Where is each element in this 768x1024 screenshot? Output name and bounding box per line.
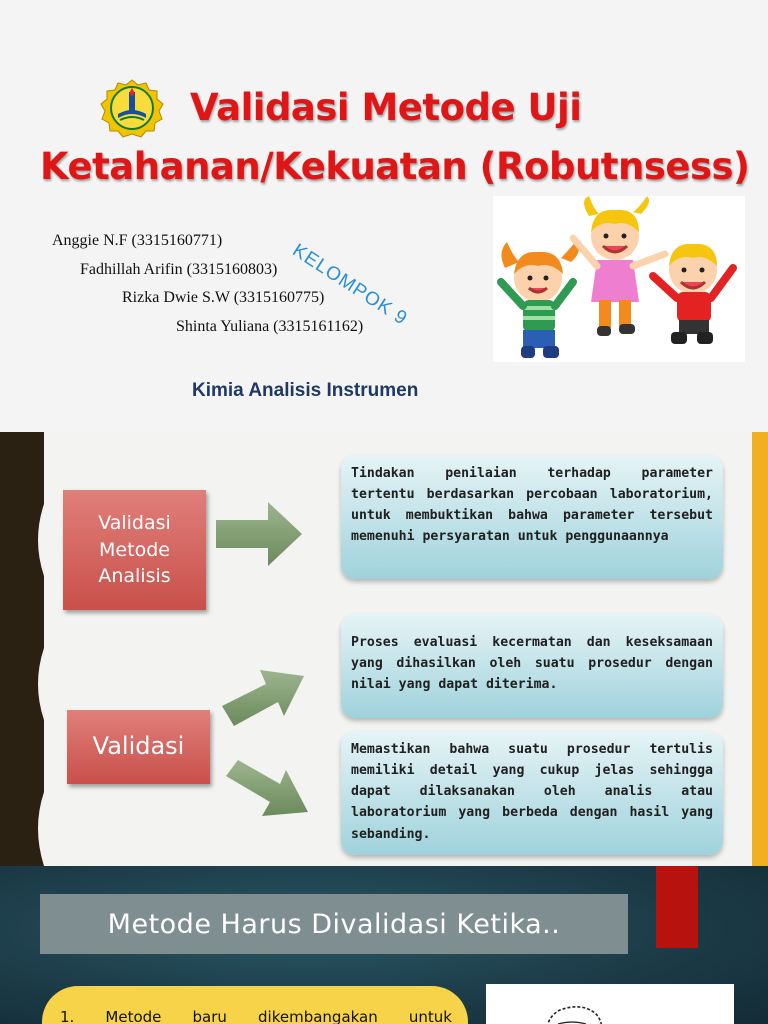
- list-item-1: [60, 1008, 452, 1024]
- author-3: Rizka Dwie S.W (3315160775): [122, 289, 325, 306]
- gold-accent-bar: [752, 432, 768, 866]
- definition-box-2: Proses evaluasi kecermatan dan keseksamaan yang dihasilkan oleh suatu prosedur dengan nilai yang dapat diterima.: [341, 614, 723, 718]
- title-slide: [0, 0, 768, 432]
- author-1: Anggie N.F (3315160771): [52, 232, 223, 249]
- conditions-slide: [0, 866, 768, 1024]
- definition-slide: [0, 432, 768, 866]
- title-line-1: Validasi Metode Uji: [190, 86, 582, 129]
- validasi-box: Validasi: [67, 710, 210, 784]
- child-middle: [573, 196, 665, 336]
- jumping-children-illustration: [493, 196, 745, 362]
- arrow-down-right-icon: [226, 756, 308, 822]
- item-word: 1.: [60, 1008, 75, 1024]
- definition-box-1: Tindakan penilaian terhadap parameter tertentu berdasarkan percobaan laboratorium, untuk membuktikan bahwa parameter tersebut memenuhi persyaratan untuk penggunaannya: [341, 455, 723, 579]
- sketch-illustration: [486, 984, 734, 1024]
- group-label: KELOMPOK 9: [288, 240, 412, 330]
- arrow-up-right-icon: [222, 664, 304, 730]
- subject-label: Kimia Analisis Instrumen: [192, 380, 419, 401]
- child-left: [501, 240, 579, 358]
- item-word: untuk: [408, 1008, 452, 1024]
- validasi-metode-analisis-box: Validasi Metode Analisis: [63, 490, 206, 610]
- red-accent-bar: [656, 866, 698, 948]
- definition-box-3: Memastikan bahwa suatu prosedur tertulis memiliki detail yang cukup jelas sehingga dapat dilaksanakan oleh analis atau laboratorium yang berbeda dengan hasil yang sebanding.: [341, 731, 723, 855]
- arrow-right-icon: [216, 502, 302, 566]
- item-word: Metode: [105, 1008, 162, 1024]
- author-2: Fadhillah Arifin (3315160803): [80, 261, 278, 278]
- item-word: dikembangakan: [258, 1008, 378, 1024]
- university-emblem-icon: [100, 78, 164, 140]
- child-right: [653, 244, 733, 344]
- wavy-edge-decoration: [34, 432, 58, 866]
- slide-title: Metode Harus Divalidasi Ketika..: [107, 908, 561, 940]
- author-4: Shinta Yuliana (3315161162): [176, 318, 364, 335]
- illustration-panel: [486, 984, 734, 1024]
- item-word: baru: [192, 1008, 227, 1024]
- title-line-2: Ketahanan/Kekuatan (Robutnsess): [40, 145, 750, 188]
